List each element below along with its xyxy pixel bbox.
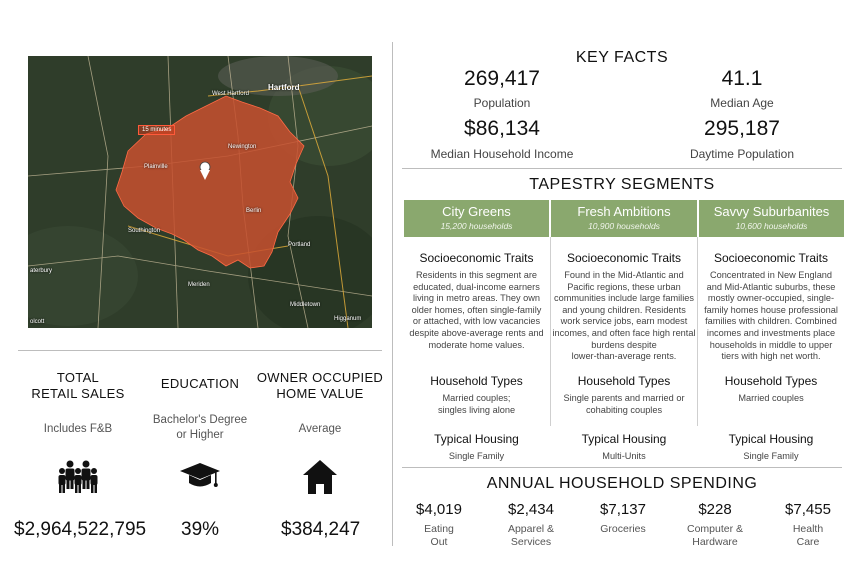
drive-time-map <box>28 56 372 328</box>
stat-subtitle: Bachelor's Degree <box>152 414 248 426</box>
map-label-plainville: Plainville <box>144 164 168 170</box>
segment-housing-savvy-suburbanites <box>698 432 844 463</box>
segment-hh-fresh-ambitions <box>551 374 697 416</box>
segment-households: 10,900 households <box>588 221 660 231</box>
segment-households: 10,600 households <box>735 221 808 231</box>
traits-text: Residents in this segment are educated, dual-income earners living in metro areas. They own older homes, often single-family or attached, with low vacancies despite above-average rents and moderate home values. <box>409 270 544 350</box>
stat-subtitle: Average <box>298 423 342 435</box>
map-label-higganum: Higganum <box>334 316 362 322</box>
housing-text: Single Family <box>448 451 505 461</box>
stat-title: HOME VALUE <box>276 386 364 401</box>
traits-title: Socioeconomic Traits <box>566 251 682 265</box>
housing-title: Typical Housing <box>434 432 519 446</box>
spending-label-eating-out: Eating Out <box>424 523 454 548</box>
vertical-divider <box>392 42 393 546</box>
segment-header-city-greens <box>404 200 549 237</box>
key-facts-divider <box>402 168 842 169</box>
segment-header-savvy-suburbanites <box>699 200 844 237</box>
traits-text: Found in the Mid-Atlantic and Pacific regions, these urban communities include large families and young children. Residents work service jobs, earn modest incomes, and often face high rental burdens despite lower-than-average rents. <box>552 270 696 362</box>
housing-text: Multi-Units <box>602 451 646 461</box>
stat-title: EDUCATION <box>160 376 240 391</box>
hh-types-text: Married couples; singles living alone <box>437 393 516 415</box>
fact-value-daytime: 295,187 <box>704 117 780 140</box>
hh-types-title: Household Types <box>724 374 818 388</box>
stat-title: TOTAL <box>56 370 100 385</box>
housing-text: Single Family <box>743 451 799 461</box>
housing-title: Typical Housing <box>581 432 667 446</box>
traits-title: Socioeconomic Traits <box>713 251 829 265</box>
fact-label-daytime: Daytime Population <box>689 147 795 161</box>
segment-traits-city-greens <box>404 251 549 351</box>
tapestry-divider <box>402 467 842 468</box>
people-group-icon <box>58 459 98 495</box>
spending-value-health: $7,455 <box>785 501 831 518</box>
stat-home-value <box>256 370 384 437</box>
map-label-middletown: Middletown <box>290 302 321 308</box>
segment-traits-fresh-ambitions <box>551 251 697 363</box>
stat-value-retail: $2,964,522,795 <box>14 519 147 540</box>
stat-value-education: 39% <box>181 519 220 540</box>
fact-label-population: Population <box>473 96 531 110</box>
spending-value-groceries: $7,137 <box>600 501 646 518</box>
traits-text: Concentrated in New England and Mid-Atlantic suburbs, these mostly owner-occupied, single- family homes house professional families with children. Combined incomes and investments place households in middle to upper tiers with high net worth. <box>704 270 838 362</box>
segment-traits-savvy-suburbanites <box>698 251 844 363</box>
spending-label-groceries: Groceries <box>600 523 646 535</box>
segment-name: Fresh Ambitions <box>577 204 671 219</box>
fact-value-median-age: 41.1 <box>721 67 763 90</box>
fact-value-population: 269,417 <box>464 67 540 90</box>
segment-housing-fresh-ambitions <box>551 432 697 463</box>
fact-value-income: $86,134 <box>464 117 540 140</box>
map-label-wolcott: olcott <box>30 319 45 325</box>
segment-hh-city-greens <box>404 374 549 416</box>
map-label-meriden: Meriden <box>188 282 210 288</box>
map-label-portland: Portland <box>288 242 311 248</box>
stat-title: OWNER OCCUPIED <box>256 370 384 385</box>
segment-name: City Greens <box>442 204 511 219</box>
spending-value-apparel: $2,434 <box>508 501 554 518</box>
map-label-southington: Southington <box>128 228 161 234</box>
stat-title: RETAIL SALES <box>31 386 125 401</box>
hh-types-title: Household Types <box>577 374 671 388</box>
hh-types-text: Married couples <box>738 393 804 403</box>
stat-subtitle: or Higher <box>176 429 224 441</box>
fact-label-median-age: Median Age <box>710 96 774 110</box>
segment-header-fresh-ambitions <box>551 200 697 237</box>
stat-retail-sales <box>28 370 128 437</box>
housing-title: Typical Housing <box>728 432 814 446</box>
spending-label-computer: Computer & Hardware <box>686 523 744 548</box>
stat-education <box>150 370 250 443</box>
hh-types-text: Single parents and married or cohabiting couples <box>563 393 685 415</box>
map-label-west-hartford: West Hartford <box>212 91 249 97</box>
map-label-newington: Newington <box>228 144 257 150</box>
spending-label-health: Health Care <box>792 523 824 548</box>
graduation-cap-icon <box>180 463 220 491</box>
map-label-waterbury: aterbury <box>30 268 53 274</box>
spending-title: ANNUAL HOUSEHOLD SPENDING <box>486 475 758 492</box>
tapestry-title: TAPESTRY SEGMENTS <box>529 176 715 193</box>
spending-value-eating-out: $4,019 <box>416 501 462 518</box>
segment-households: 15,200 households <box>440 221 513 231</box>
segment-hh-savvy-suburbanites <box>698 374 844 405</box>
segment-name: Savvy Suburbanites <box>713 204 830 219</box>
segment-housing-city-greens <box>404 432 549 463</box>
spending-value-computer: $228 <box>698 501 732 518</box>
hh-types-title: Household Types <box>430 374 523 388</box>
traits-title: Socioeconomic Traits <box>419 251 534 265</box>
map-label-hartford: Hartford <box>268 83 300 92</box>
stat-value-home: $384,247 <box>281 519 361 540</box>
drive-time-tag: 15 minutes <box>138 125 175 135</box>
spending-label-apparel: Apparel & Services <box>507 523 555 548</box>
house-icon <box>303 460 337 494</box>
map-label-berlin: Berlin <box>246 208 262 214</box>
left-divider <box>18 350 382 351</box>
stat-subtitle: Includes F&B <box>43 423 113 435</box>
fact-label-income: Median Household Income <box>430 147 574 161</box>
key-facts-title: KEY FACTS <box>575 49 669 66</box>
